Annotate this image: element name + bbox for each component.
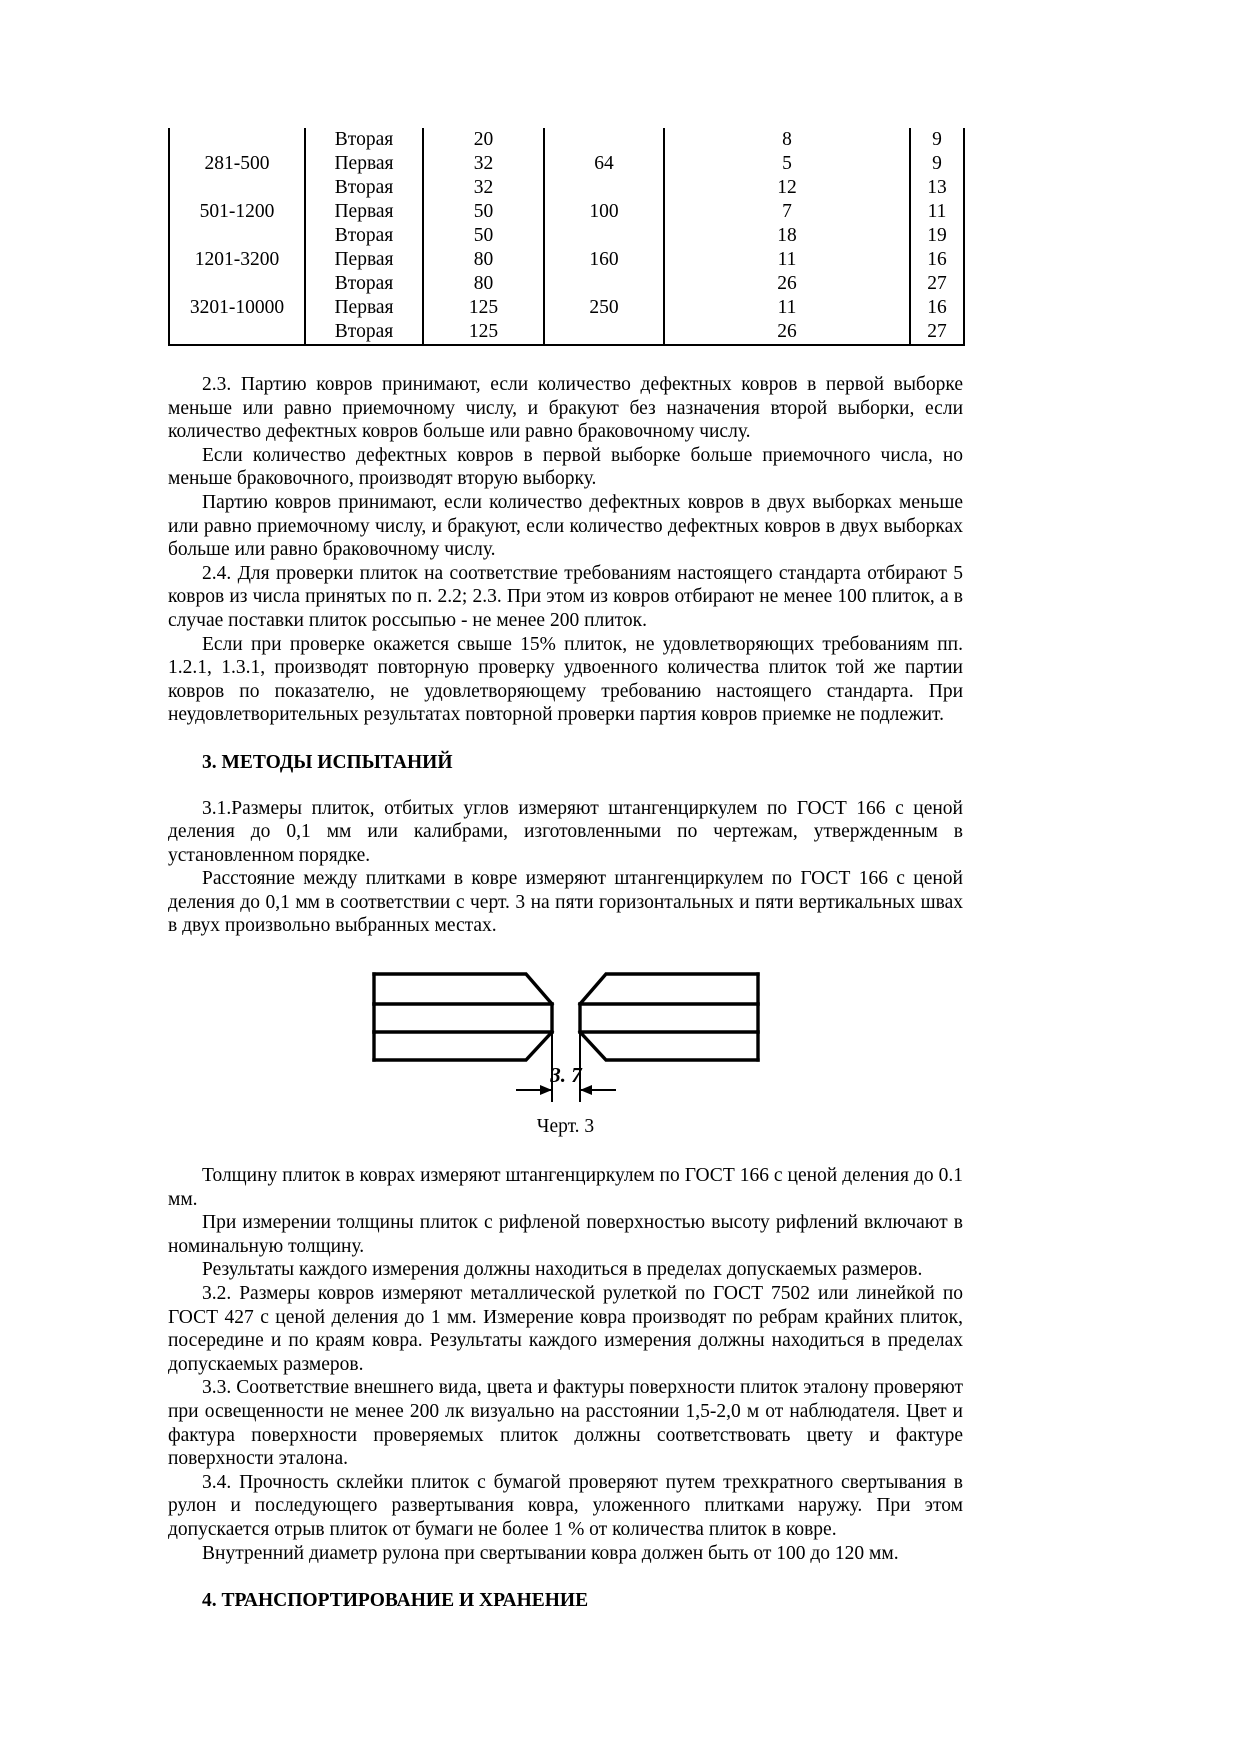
paragraph-3-2: 3.2. Размеры ковров измеряют металлической рулеткой по ГОСТ 7502 или линейкой по ГОСТ 427 с ценой деления до 1 мм. Измерение ковра производят по ребрам крайних плиток, посередине и по краям ковра. Результаты каждого измерения должны находиться в пределах допускаемых размеров. xyxy=(168,1283,963,1375)
table-row xyxy=(169,152,964,176)
cell-lot-size: 3201-10000 xyxy=(169,296,305,320)
cell-acceptance-number: 8 xyxy=(664,128,910,152)
table-row xyxy=(169,224,964,248)
paragraph-second-sample: Если количество дефектных ковров в первой выборке больше приемочного числа, но меньше браковочного, производят вторую выборку. xyxy=(168,444,963,490)
cell-sample-size: 125 xyxy=(423,320,544,345)
cell-lot-size: 501-1200 xyxy=(169,200,305,224)
cell-sample-size: 80 xyxy=(423,248,544,272)
cell-lot-size: 281-500 xyxy=(169,152,305,176)
cell-acceptance-number: 26 xyxy=(664,320,910,345)
paragraph-distance-between-tiles: Расстояние между плитками в ковре измеряют штангенциркулем по ГОСТ 166 с ценой деления до 0,1 мм в соответствии с черт. 3 на пяти горизонтальных и пяти вертикальных швах в двух произвольно выбранных местах. xyxy=(168,868,963,937)
cell-total-size xyxy=(544,176,664,200)
cell-sample-size: 125 xyxy=(423,296,544,320)
cell-lot-size xyxy=(169,224,305,248)
spacer xyxy=(168,1565,963,1589)
cell-sample-order: Первая xyxy=(305,248,423,272)
paragraph-two-samples: Партию ковров принимают, если количество дефектных ковров в двух выборках меньше или равно приемочному числу, и бракуют, если количество дефектных ковров в двух выборках больше или равно браковочному числу. xyxy=(168,491,963,561)
cell-rejection-number: 11 xyxy=(910,200,964,224)
paragraph-ribbed-surface: При измерении толщины плиток с рифленой поверхностью высоту рифлений включают в номинальную толщину. xyxy=(168,1212,963,1257)
cell-rejection-number: 9 xyxy=(910,128,964,152)
figure-3 xyxy=(168,962,963,1138)
table-row xyxy=(169,200,964,224)
cell-acceptance-number: 11 xyxy=(664,248,910,272)
figure-caption: Черт. 3 xyxy=(536,1116,595,1138)
cell-sample-order: Вторая xyxy=(305,320,423,345)
cell-total-size: 160 xyxy=(544,248,664,272)
cell-acceptance-number: 26 xyxy=(664,272,910,296)
cell-total-size xyxy=(544,224,664,248)
paragraph-results: Результаты каждого измерения должны находиться в пределах допускаемых размеров. xyxy=(202,1259,923,1281)
table-row xyxy=(169,248,964,272)
table-row xyxy=(169,128,964,152)
cell-sample-size: 80 xyxy=(423,272,544,296)
cell-rejection-number: 9 xyxy=(910,152,964,176)
cell-total-size: 250 xyxy=(544,296,664,320)
heading-section-3: 3. МЕТОДЫ ИСПЫТАНИЙ xyxy=(202,751,453,773)
cell-sample-size: 32 xyxy=(423,176,544,200)
cell-sample-order: Первая xyxy=(305,200,423,224)
cell-rejection-number: 27 xyxy=(910,320,964,345)
cell-total-size xyxy=(544,320,664,345)
cell-acceptance-number: 12 xyxy=(664,176,910,200)
spacer xyxy=(168,1138,963,1164)
page-content xyxy=(168,0,963,1613)
cell-lot-size xyxy=(169,176,305,200)
cell-sample-size: 50 xyxy=(423,224,544,248)
cell-sample-order: Первая xyxy=(305,152,423,176)
cell-total-size xyxy=(544,272,664,296)
table-row xyxy=(169,320,964,345)
left-tile-profile xyxy=(374,974,552,1060)
dimension-value-label: 3. 7 xyxy=(549,1063,582,1088)
cell-sample-order: Вторая xyxy=(305,176,423,200)
paragraph-3-1: 3.1.Размеры плиток, отбитых углов измеряют штангенциркулем по ГОСТ 166 с ценой деления до 0,1 мм или калибрами, изготовленными по чертежам, утвержденным в установленном порядке. xyxy=(168,797,963,866)
table-row xyxy=(169,272,964,296)
right-tile-profile xyxy=(580,974,758,1060)
cell-rejection-number: 19 xyxy=(910,224,964,248)
spacer xyxy=(168,727,963,751)
cell-sample-size: 50 xyxy=(423,200,544,224)
cell-lot-size xyxy=(169,272,305,296)
table-row xyxy=(169,296,964,320)
cell-rejection-number: 27 xyxy=(910,272,964,296)
cell-acceptance-number: 18 xyxy=(664,224,910,248)
tile-joint-diagram xyxy=(366,962,766,1107)
cell-lot-size xyxy=(169,128,305,152)
cell-sample-size: 32 xyxy=(423,152,544,176)
cell-acceptance-number: 5 xyxy=(664,152,910,176)
cell-total-size xyxy=(544,128,664,152)
cell-acceptance-number: 7 xyxy=(664,200,910,224)
cell-sample-order: Вторая xyxy=(305,272,423,296)
paragraph-2-4: 2.4. Для проверки плиток на соответствие требованиям настоящего стандарта отбирают 5 ковров из числа принятых по п. 2.2; 2.3. При этом из ковров отбирают не менее 100 плиток, а в случае поставки плиток россыпью - не менее 200 плиток. xyxy=(168,562,963,631)
paragraph-2-3: 2.3. Партию ковров принимают, если количество дефектных ковров в первой выборке меньше или равно приемочному числу, и бракуют без назначения второй выборки, если количество дефектных ковров больше или равно браковочному числу. xyxy=(168,374,963,443)
paragraph-3-3: 3.3. Соответствие внешнего вида, цвета и фактуры поверхности плиток эталону проверяют при освещенности не менее 200 лк визуально на расстоянии 1,5-2,0 м от наблюдателя. Цвет и фактура поверхности проверяемых плиток должны соответствовать цвету и фактуре поверхности эталона. xyxy=(168,1377,963,1470)
cell-sample-order: Вторая xyxy=(305,224,423,248)
paragraph-thickness: Толщину плиток в коврах измеряют штангенциркулем по ГОСТ 166 с ценой деления до 0.1 мм. xyxy=(168,1165,963,1210)
cell-lot-size: 1201-3200 xyxy=(169,248,305,272)
heading-section-4: 4. ТРАНСПОРТИРОВАНИЕ И ХРАНЕНИЕ xyxy=(202,1590,589,1612)
spacer xyxy=(168,775,963,797)
paragraph-3-4: 3.4. Прочность склейки плиток с бумагой проверяют путем трехкратного свертывания в рулон и последующего развертывания ковра, уложенного плитками наружу. При этом допускается отрыв плиток от бумаги не более 1 % от количества плиток в ковре. xyxy=(168,1471,963,1540)
table-row xyxy=(169,176,964,200)
cell-lot-size xyxy=(169,320,305,345)
cell-sample-size: 20 xyxy=(423,128,544,152)
paragraph-15-percent: Если при проверке окажется свыше 15% плиток, не удовлетворяющих требованиям пп. 1.2.1, 1.3.1, производят повторную проверку удвоенного количества плиток той же партии ковров по показателю, не удовлетворяющему требованию настоящего стандарта. При неудовлетворительных результатах повторной проверки партия ковров приемке не подлежит. xyxy=(168,633,963,726)
paragraph-roll-diameter: Внутренний диаметр рулона при свертывании ковра должен быть от 100 до 120 мм. xyxy=(202,1542,899,1564)
sampling-plan-table xyxy=(168,128,965,346)
cell-total-size: 100 xyxy=(544,200,664,224)
cell-rejection-number: 13 xyxy=(910,176,964,200)
cell-rejection-number: 16 xyxy=(910,296,964,320)
table-body xyxy=(169,128,964,345)
cell-rejection-number: 16 xyxy=(910,248,964,272)
cell-sample-order: Первая xyxy=(305,296,423,320)
cell-sample-order: Вторая xyxy=(305,128,423,152)
cell-acceptance-number: 11 xyxy=(664,296,910,320)
cell-total-size: 64 xyxy=(544,152,664,176)
